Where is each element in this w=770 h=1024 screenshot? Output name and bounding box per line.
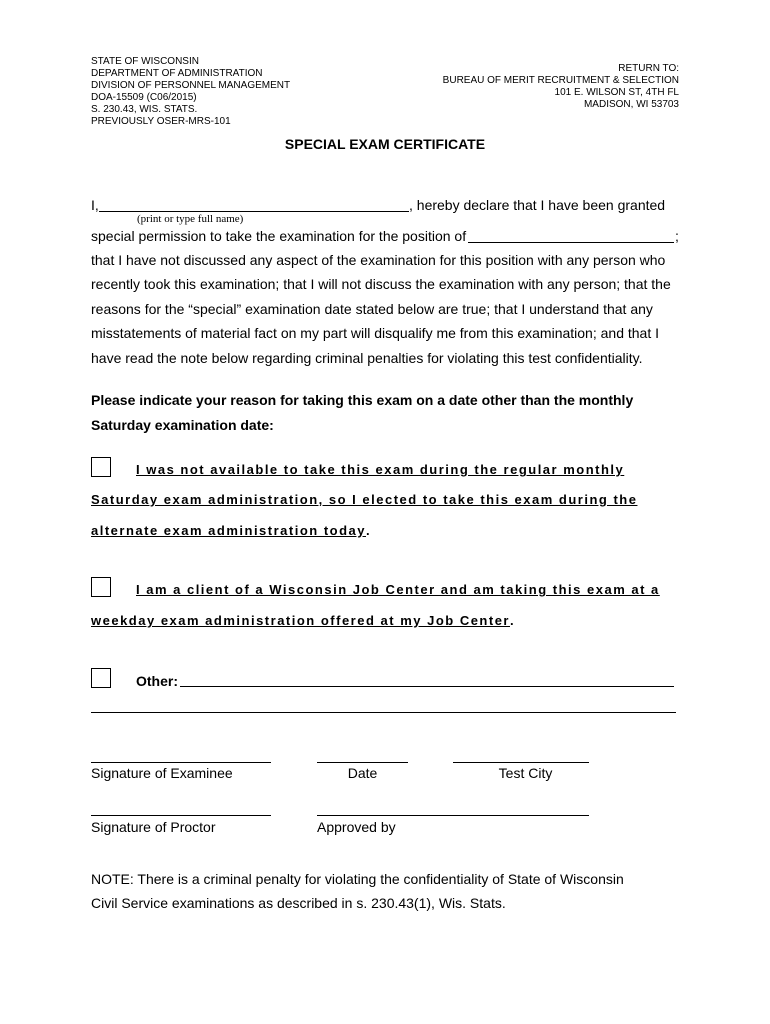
agency-line: STATE OF WISCONSIN <box>91 56 199 67</box>
examinee-signature-field[interactable] <box>91 762 271 763</box>
agency-line: DEPARTMENT OF ADMINISTRATION <box>91 68 263 79</box>
position-suffix: ; <box>675 228 679 244</box>
examinee-signature-label: Signature of Examinee <box>91 765 233 781</box>
position-field[interactable] <box>468 242 674 243</box>
instruction-line: Please indicate your reason for taking this exam on a date other than the monthly <box>91 392 634 408</box>
option-job-center-line: I am a client of a Wisconsin Job Center and am taking this exam at a <box>136 582 660 597</box>
declaration-body-line: recently took this examination; that I will not discuss the examination with any person; that the <box>91 276 671 292</box>
declaration-body-line: misstatements of material fact on my part will disqualify me from this examination; and that I <box>91 325 660 341</box>
document-title: SPECIAL EXAM CERTIFICATE <box>284 136 486 152</box>
penalty-note-line: Civil Service examinations as described in s. 230.43(1), Wis. Stats. <box>91 895 506 911</box>
instruction-line: Saturday examination date: <box>91 417 274 433</box>
declaration-body-line: have read the note below regarding criminal penalties for violating this test confidentiality. <box>91 350 643 366</box>
other-reason-field[interactable] <box>180 686 674 687</box>
penalty-note-line: NOTE: There is a criminal penalty for violating the confidentiality of State of Wisconsin <box>91 871 624 887</box>
option-not-available-checkbox[interactable] <box>91 457 111 477</box>
option-not-available-last <box>91 522 370 540</box>
statute-reference: S. 230.43, WIS. STATS. <box>91 104 198 115</box>
return-to-label: RETURN TO: <box>618 63 679 74</box>
position-prefix: special permission to take the examination for the position of <box>91 228 467 244</box>
declaration-line1-suffix: , hereby declare that I have been granted <box>409 197 666 213</box>
option-not-available-line: alternate exam administration today <box>91 523 367 538</box>
declaration-body-line: that I have not discussed any aspect of the examination for this position with any person who <box>91 252 666 268</box>
test-city-field[interactable] <box>453 762 589 763</box>
option-job-center-last <box>91 612 514 630</box>
return-city: MADISON, WI 53703 <box>583 99 679 110</box>
approved-by-label: Approved by <box>317 819 396 835</box>
period: . <box>510 613 514 628</box>
return-street: 101 E. WILSON ST, 4TH FL <box>554 87 679 98</box>
other-reason-continuation-field[interactable] <box>91 712 676 713</box>
return-address <box>443 63 679 111</box>
proctor-signature-label: Signature of Proctor <box>91 819 216 835</box>
declaration-body-line: reasons for the “special” examination date stated below are true; that I understand that any <box>91 301 653 317</box>
proctor-signature-field[interactable] <box>91 815 271 816</box>
option-other-label: Other: <box>136 673 178 689</box>
full-name-field[interactable] <box>99 211 409 212</box>
declaration-prefix: I, <box>91 197 99 213</box>
option-other-checkbox[interactable] <box>91 668 111 688</box>
full-name-hint: (print or type full name) <box>137 213 244 225</box>
previous-form-number: PREVIOUSLY OSER-MRS-101 <box>91 116 231 127</box>
test-city-label: Test City <box>498 765 553 781</box>
date-label: Date <box>347 765 378 781</box>
option-job-center-checkbox[interactable] <box>91 577 111 597</box>
agency-line: DIVISION OF PERSONNEL MANAGEMENT <box>91 80 291 91</box>
option-not-available-line: Saturday exam administration, so I elected to take this exam during the <box>91 492 638 507</box>
approved-by-field[interactable] <box>317 815 589 816</box>
date-field[interactable] <box>317 762 408 763</box>
return-bureau: BUREAU OF MERIT RECRUITMENT & SELECTION <box>442 75 679 86</box>
option-job-center-line: weekday exam administration offered at my Job Center <box>91 613 510 628</box>
period: . <box>366 523 370 538</box>
form-number: DOA-15509 (C06/2015) <box>91 92 197 103</box>
option-not-available-line: I was not available to take this exam during the regular monthly <box>136 462 625 477</box>
agency-header <box>91 56 290 128</box>
